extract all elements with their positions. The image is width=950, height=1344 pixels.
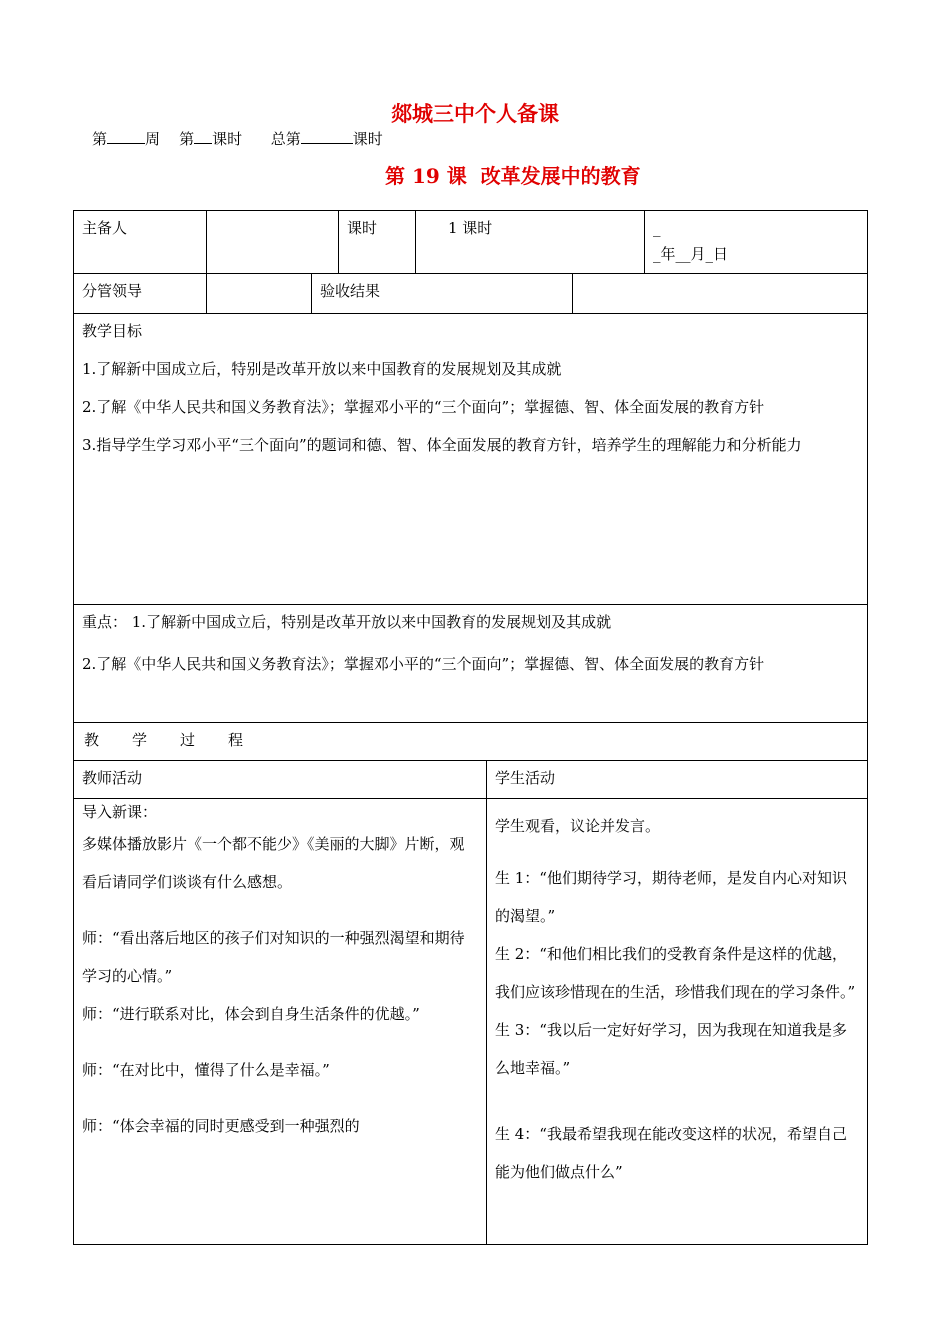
lesson-suffix: 课时 [212,130,243,148]
student-answer-4: 生 4：“我最希望我现在能改变这样的状况，希望自己能为他们做点什么” [495,1125,847,1181]
result-label: 验收结果 [312,274,573,314]
total-blank[interactable] [301,129,353,144]
lesson-blank[interactable] [194,129,212,144]
result-value[interactable] [573,274,868,314]
teacher-paragraph-1: 多媒体播放影片《一个都不能少》《美丽的大脚》片断，观看后请同学们谈谈有什么感想。 [82,835,465,891]
process-char-4: 程 [228,731,244,749]
preparer-label: 主备人 [74,211,207,274]
teacher-paragraph-3: 师：“进行联系对比，体会到自身生活条件的优越。” [82,1005,420,1023]
student-column-header: 学生活动 [487,761,868,799]
header-row-1 [74,211,868,274]
date-line-2: _年__月_日 [653,245,729,263]
period-value: 1 课时 [416,211,645,274]
process-char-2: 学 [132,731,148,749]
student-answer-1: 生 1：“他们期待学习，期待老师，是发自内心对知识的渴望。” [495,869,847,925]
goal-item-2: 2.了解《中华人民共和国义务教育法》；掌握邓小平的“三个面向”；掌握德、智、体全面发展的教育方针 [82,398,765,416]
period-label: 课时 [339,211,416,274]
student-activity-cell [487,799,868,1245]
teacher-activity-cell [74,799,487,1245]
lesson-plan-table [73,210,868,1245]
date-cell[interactable] [645,211,868,274]
teacher-column-header: 教师活动 [74,761,487,799]
process-row [74,723,868,761]
key-point-line-1: 重点： 1.了解新中国成立后，特别是改革开放以来中国教育的发展规划及其成就 [82,613,612,631]
key-point-line-2: 2.了解《中华人民共和国义务教育法》；掌握邓小平的“三个面向”；掌握德、智、体全面发展的教育方针 [82,655,765,673]
activity-content-row [74,799,868,1245]
key-points-row [74,605,868,723]
teacher-paragraph-5: 师：“体会幸福的同时更感受到一种强烈的 [82,1117,360,1135]
process-heading [74,723,868,761]
week-prefix: 第 [92,130,108,148]
process-char-1: 教 [84,731,100,749]
student-answer-3: 生 3：“我以后一定好好学习，因为我现在知道我是多么地幸福。” [495,1021,847,1077]
goal-item-3: 3.指导学生学习邓小平“三个面向”的题词和德、智、体全面发展的教育方针，培养学生的理解能力和分析能力 [82,436,802,454]
goal-item-1: 1.了解新中国成立后，特别是改革开放以来中国教育的发展规划及其成就 [82,360,562,378]
student-observation: 学生观看，议论并发言。 [495,817,661,835]
key-points-cell [74,605,868,723]
week-blank[interactable] [107,129,145,144]
schedule-line [92,128,383,149]
goals-row [74,314,868,605]
goals-cell [74,314,868,605]
activity-header-row [74,761,868,799]
teacher-intro: 导入新课： [82,803,158,821]
lesson-title: 第 19 课 改革发展中的教育 [385,164,641,188]
goals-heading: 教学目标 [82,322,143,340]
document-title: 郯城三中个人备课 [391,101,559,126]
total-suffix: 课时 [352,130,383,148]
student-answer-2: 生 2：“和他们相比我们的受教育条件是这样的优越，我们应该珍惜现在的生活，珍惜我们现在的学习条件。” [495,945,856,1001]
leader-label: 分管领导 [74,274,207,314]
total-prefix: 总第 [270,130,301,148]
teacher-paragraph-2: 师：“看出落后地区的孩子们对知识的一种强烈渴望和期待学习的心情。” [82,929,465,985]
teacher-paragraph-4: 师：“在对比中，懂得了什么是幸福。” [82,1061,330,1079]
process-char-3: 过 [180,731,196,749]
leader-value[interactable] [207,274,312,314]
week-suffix: 周 [145,130,161,148]
lesson-prefix: 第 [179,130,195,148]
header-row-2 [74,274,868,314]
date-line-1: _ [653,219,661,237]
preparer-value[interactable] [207,211,339,274]
